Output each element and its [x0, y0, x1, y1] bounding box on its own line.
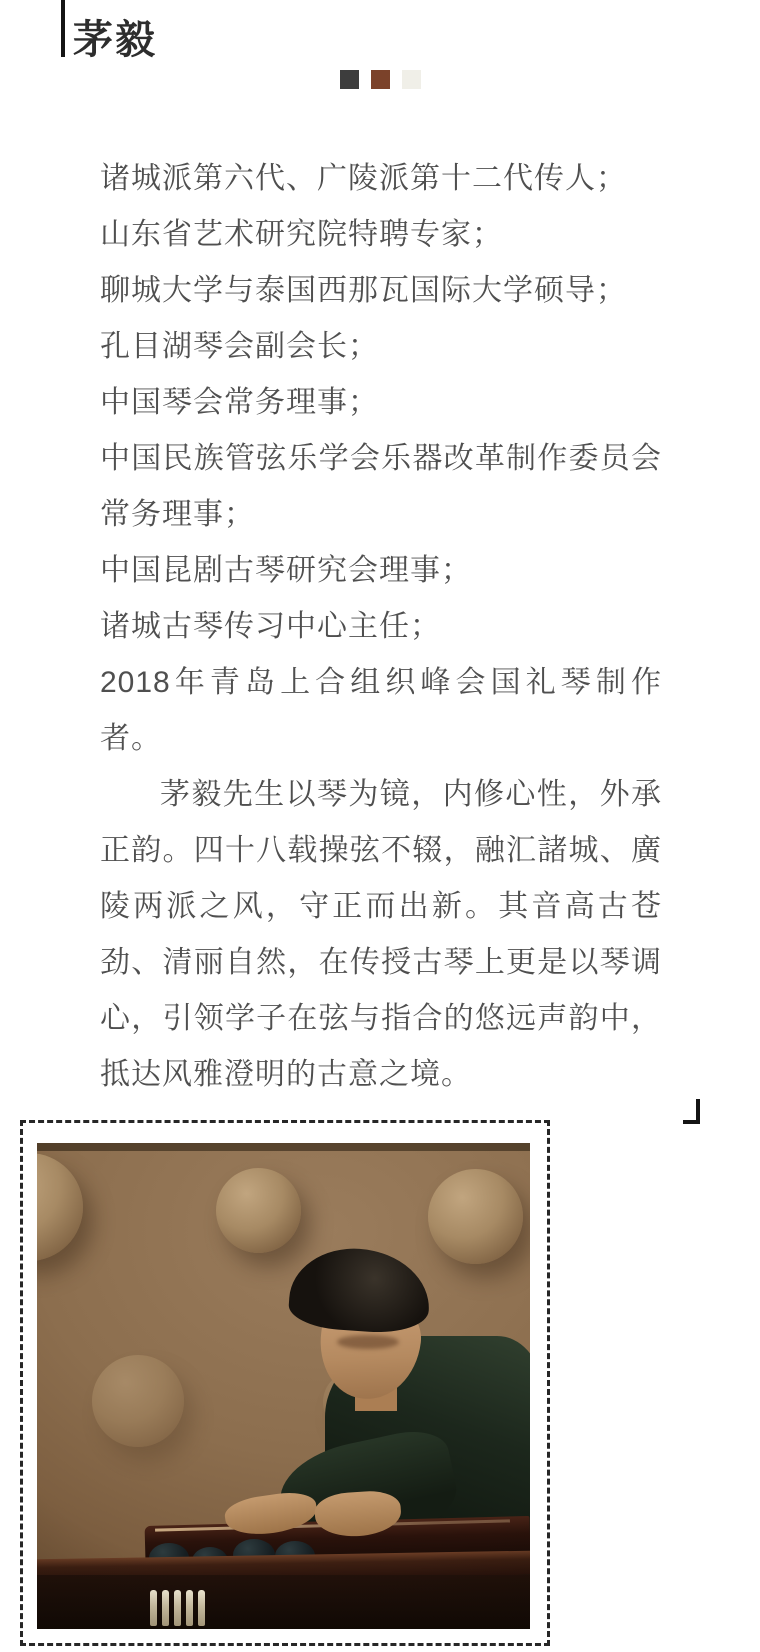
tassel — [198, 1590, 205, 1626]
divider-square-rust — [371, 70, 390, 89]
credential-line: 聊城大学与泰国西那瓦国际大学硕导； — [100, 274, 627, 307]
credential-line: 2018年青岛上合组织峰会国礼琴制作者。 — [100, 666, 662, 755]
tassel — [186, 1590, 193, 1626]
credential-line: 中国民族管弦乐学会乐器改革制作委员会常务理事； — [100, 442, 662, 531]
credential-line: 诸城古琴传习中心主任； — [100, 610, 441, 643]
divider-square-pale — [402, 70, 421, 89]
wall-bump — [428, 1169, 523, 1264]
credential-line: 诸城派第六代、广陵派第十二代传人； — [100, 162, 627, 195]
tassel — [150, 1590, 157, 1626]
tassel — [162, 1590, 169, 1626]
divider-square-dark — [340, 70, 359, 89]
divider-squares — [0, 70, 760, 89]
page-title: 茅毅 — [73, 18, 157, 62]
credential-line: 孔目湖琴会副会长； — [100, 330, 379, 363]
top-left-corner-mark — [61, 0, 65, 57]
photo-frame-dashed — [20, 1120, 550, 1646]
guqin-tassels — [150, 1590, 212, 1629]
credential-line: 中国昆剧古琴研究会理事； — [100, 554, 472, 587]
bottom-right-corner-mark — [683, 1099, 700, 1124]
credential-line: 中国琴会常务理事； — [100, 386, 379, 419]
artist-photo[interactable] — [37, 1143, 530, 1629]
bio-paragraph: 茅毅先生以琴为镜，内修心性，外承正韵。四十八载操弦不辍，融汇諸城、廣陵两派之风，守正而出新。其音高古苍劲、清丽自然，在传授古琴上更是以琴调心，引领学子在弦与指合的悠远声韵中，抵达风雅澄明的古意之境。 — [100, 778, 662, 1091]
bio-text-block — [100, 151, 662, 1103]
wall-bump — [216, 1168, 301, 1253]
musician-brow-shadow — [337, 1335, 399, 1349]
tassel — [174, 1590, 181, 1626]
wall-bump — [92, 1355, 184, 1447]
qin-table-body — [37, 1575, 530, 1629]
photo-top-shadow — [37, 1143, 530, 1151]
credential-line: 山东省艺术研究院特聘专家； — [100, 218, 503, 251]
